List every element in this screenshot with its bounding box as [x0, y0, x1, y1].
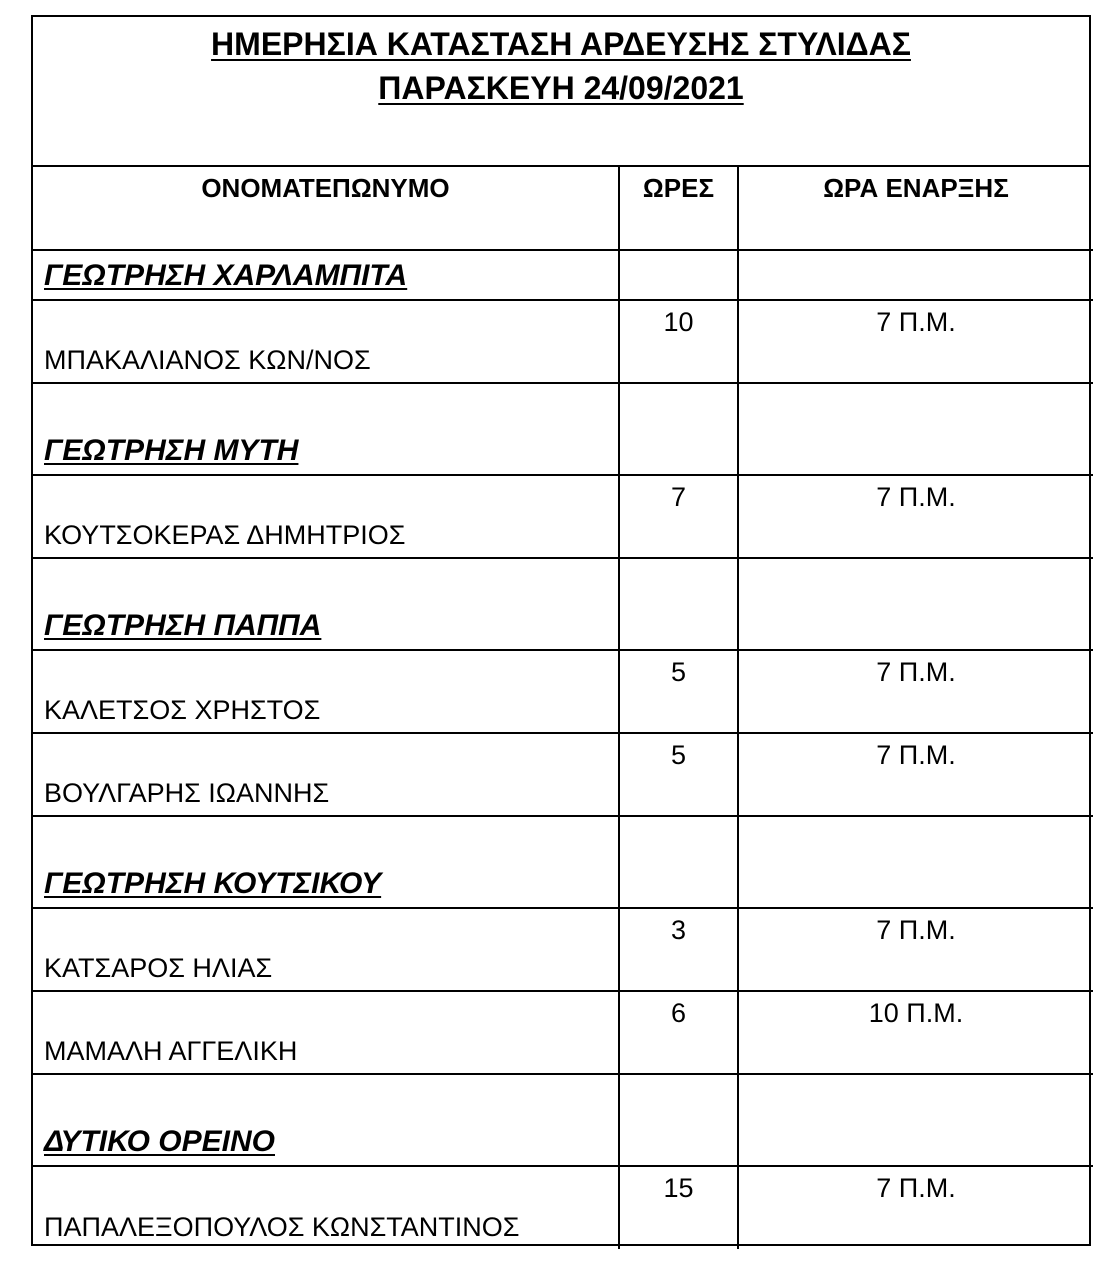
table-row	[33, 650, 1093, 733]
section-title: ΓΕΩΤΡΗΣΗ ΧΑΡΛΑΜΠΙΤΑ	[44, 259, 408, 292]
section-cell	[33, 1074, 619, 1166]
column-header-start-time: ΩΡΑ ΕΝΑΡΞΗΣ	[823, 173, 1009, 203]
table-row	[33, 1166, 1093, 1249]
worker-name: ΚΑΤΣΑΡΟΣ ΗΛΙΑΣ	[44, 953, 273, 983]
section-row	[33, 558, 1093, 650]
hours-value: 6	[670, 998, 687, 1028]
name-cell	[33, 1166, 619, 1249]
start-time-value: 7 Π.Μ.	[876, 307, 956, 337]
hours-value: 10	[663, 307, 694, 337]
empty-cell	[738, 250, 1093, 300]
hours-value: 5	[670, 740, 687, 770]
section-title: ΓΕΩΤΡΗΣΗ ΠΑΠΠΑ	[44, 609, 322, 642]
start-cell	[738, 300, 1093, 383]
start-cell	[738, 475, 1093, 558]
column-header-cell	[738, 167, 1093, 250]
name-cell	[33, 650, 619, 733]
document-title: ΗΜΕΡΗΣΙΑ ΚΑΤΑΣΤΑΣΗ ΑΡΔΕΥΣΗΣ ΣΤΥΛΙΔΑΣ	[211, 26, 911, 62]
table-row	[33, 908, 1093, 991]
hours-cell	[619, 733, 738, 816]
name-cell	[33, 733, 619, 816]
column-header-cell	[33, 167, 619, 250]
worker-name: ΜΠΑΚΑΛΙΑΝΟΣ ΚΩΝ/ΝΟΣ	[44, 345, 371, 375]
table-row	[33, 991, 1093, 1074]
empty-cell	[619, 383, 738, 475]
table-row	[33, 733, 1093, 816]
section-title: ΔΥΤΙΚΟ ΟΡΕΙΝΟ	[44, 1125, 275, 1158]
title-block	[33, 17, 1089, 167]
hours-value: 3	[670, 915, 687, 945]
column-header-cell	[619, 167, 738, 250]
start-time-value: 7 Π.Μ.	[876, 482, 956, 512]
table-row	[33, 300, 1093, 383]
worker-name: ΚΟΥΤΣΟΚΕΡΑΣ ΔΗΜΗΤΡΙΟΣ	[44, 520, 406, 550]
hours-value: 7	[670, 482, 687, 512]
hours-value: 5	[670, 657, 687, 687]
hours-value: 15	[663, 1173, 694, 1203]
section-row	[33, 250, 1093, 300]
worker-name: ΜΑΜΑΛΗ ΑΓΓΕΛΙΚΗ	[44, 1036, 298, 1066]
worker-name: ΚΑΛΕΤΣΟΣ ΧΡΗΣΤΟΣ	[44, 695, 321, 725]
empty-cell	[619, 250, 738, 300]
table-header-row	[33, 167, 1093, 250]
section-cell	[33, 383, 619, 475]
empty-cell	[619, 816, 738, 908]
section-cell	[33, 816, 619, 908]
start-cell	[738, 991, 1093, 1074]
section-title: ΓΕΩΤΡΗΣΗ ΚΟΥΤΣΙΚΟΥ	[44, 867, 382, 900]
start-time-value: 7 Π.Μ.	[876, 740, 956, 770]
empty-cell	[738, 816, 1093, 908]
section-cell	[33, 250, 619, 300]
start-cell	[738, 1166, 1093, 1249]
hours-cell	[619, 908, 738, 991]
irrigation-schedule-sheet	[31, 15, 1091, 1246]
name-cell	[33, 908, 619, 991]
worker-name: ΠΑΠΑΛΕΞΟΠΟΥΛΟΣ ΚΩΝΣΤΑΝΤΙΝΟΣ	[44, 1212, 520, 1242]
hours-cell	[619, 1166, 738, 1249]
section-row	[33, 1074, 1093, 1166]
name-cell	[33, 991, 619, 1074]
section-row	[33, 816, 1093, 908]
empty-cell	[738, 383, 1093, 475]
name-cell	[33, 300, 619, 383]
empty-cell	[738, 1074, 1093, 1166]
name-cell	[33, 475, 619, 558]
start-time-value: 7 Π.Μ.	[876, 1173, 956, 1203]
empty-cell	[619, 1074, 738, 1166]
schedule-table	[33, 167, 1093, 1249]
table-row	[33, 475, 1093, 558]
column-header-name: ΟΝΟΜΑΤΕΠΩΝΥΜΟ	[201, 173, 450, 203]
section-title: ΓΕΩΤΡΗΣΗ ΜΥΤΗ	[44, 434, 299, 467]
column-header-hours: ΩΡΕΣ	[642, 173, 715, 203]
start-time-value: 7 Π.Μ.	[876, 657, 956, 687]
empty-cell	[738, 558, 1093, 650]
hours-cell	[619, 475, 738, 558]
empty-cell	[619, 558, 738, 650]
start-cell	[738, 733, 1093, 816]
start-cell	[738, 650, 1093, 733]
start-cell	[738, 908, 1093, 991]
hours-cell	[619, 300, 738, 383]
section-row	[33, 383, 1093, 475]
start-time-value: 10 Π.Μ.	[868, 998, 964, 1028]
start-time-value: 7 Π.Μ.	[876, 915, 956, 945]
hours-cell	[619, 650, 738, 733]
hours-cell	[619, 991, 738, 1074]
section-cell	[33, 558, 619, 650]
document-date: ΠΑΡΑΣΚΕΥΗ 24/09/2021	[378, 70, 744, 106]
worker-name: ΒΟΥΛΓΑΡΗΣ ΙΩΑΝΝΗΣ	[44, 778, 330, 808]
